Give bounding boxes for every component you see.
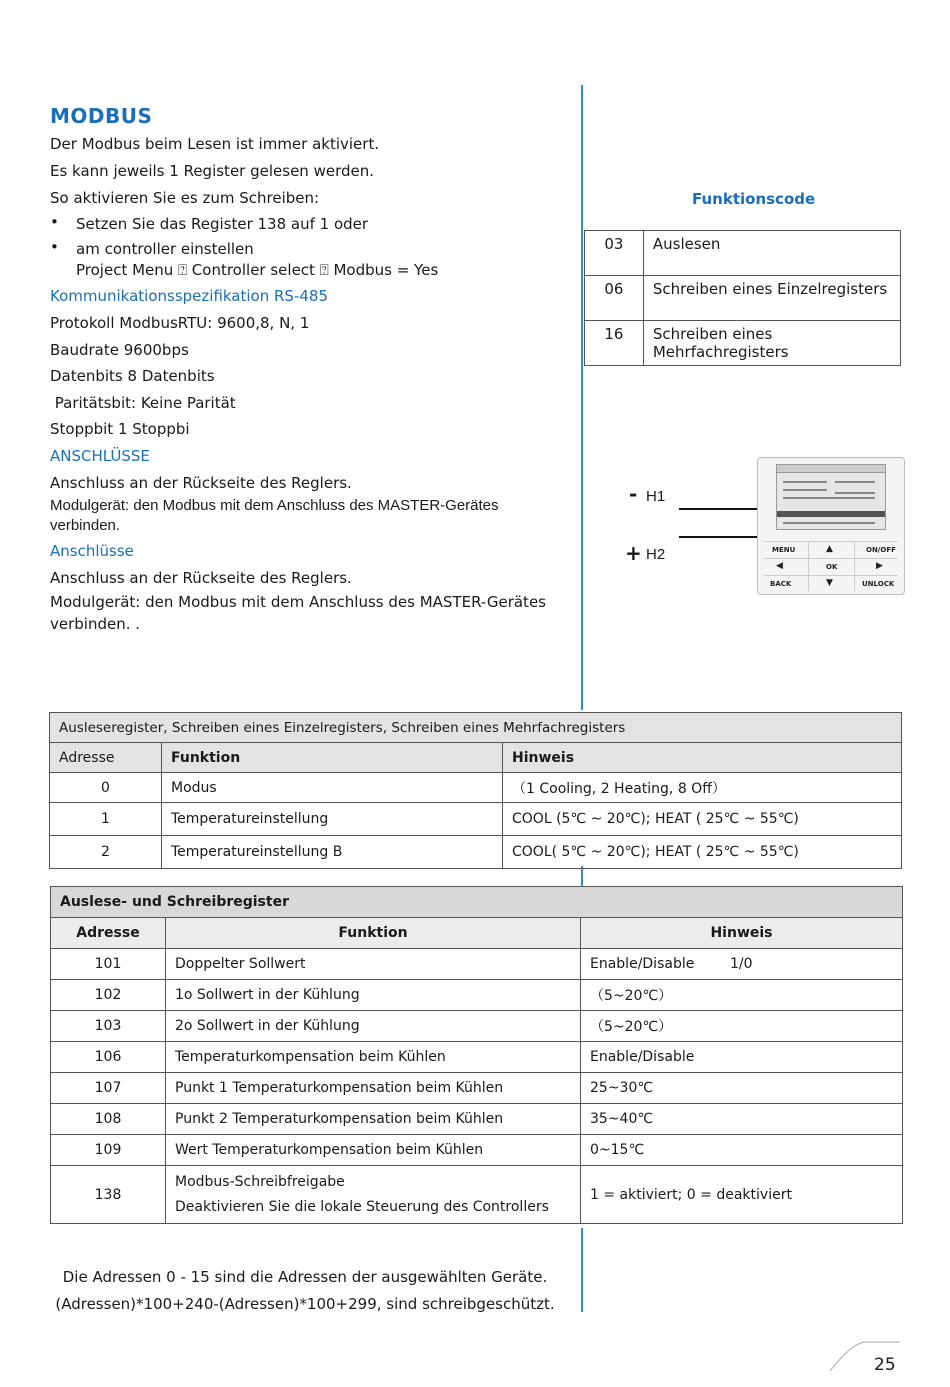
table-row xyxy=(585,276,901,321)
text-line: Es kann jeweils 1 Register gelesen werden. xyxy=(50,162,374,180)
spec-line: Stoppbit 1 Stoppbi xyxy=(50,420,190,438)
bullet-subline: Project Menu ⍰ Controller select ⍰ Modbus = Yes xyxy=(76,261,439,279)
cell: 106 xyxy=(51,1042,166,1073)
header-cell: Hinweis xyxy=(581,918,903,949)
footer-note: Die Adressen 0 - 15 sind die Adressen der ausgewählten Geräte. xyxy=(62,1268,548,1286)
table-row xyxy=(51,949,903,980)
register-table-read xyxy=(49,712,902,869)
spec-line: Protokoll ModbusRTU: 9600,8, N, 1 xyxy=(50,314,310,332)
controller-image xyxy=(757,457,905,595)
cell: 102 xyxy=(51,980,166,1011)
wire-h1 xyxy=(679,508,769,510)
cell: Punkt 1 Temperaturkompensation beim Kühlen xyxy=(166,1073,581,1104)
cell: 1o Sollwert in der Kühlung xyxy=(166,980,581,1011)
table-header-row xyxy=(50,743,902,773)
header-cell: Adresse xyxy=(51,918,166,949)
spec-line: Baudrate 9600bps xyxy=(50,341,189,359)
code-text-cell: Schreiben eines Mehrfachregisters xyxy=(643,321,900,366)
spec-line: Datenbits 8 Datenbits xyxy=(50,367,215,385)
menu-button: MENU xyxy=(772,546,796,554)
column-divider xyxy=(581,866,583,886)
cell: （1 Cooling, 2 Heating, 8 Off） xyxy=(503,773,902,803)
column-divider xyxy=(581,85,583,710)
cell-line: Modbus-Schreibfreigabe xyxy=(175,1174,345,1190)
up-arrow-icon: ▲ xyxy=(826,544,833,554)
table-row xyxy=(51,980,903,1011)
table-row xyxy=(51,1073,903,1104)
code-text-cell: Schreiben eines Einzelregisters xyxy=(643,276,900,321)
table-row xyxy=(585,231,901,276)
unlock-button: UNLOCK xyxy=(862,580,895,588)
cell: 1 xyxy=(50,803,162,836)
cell: Punkt 2 Temperaturkompensation beim Kühlen xyxy=(166,1104,581,1135)
page-title: MODBUS xyxy=(50,104,153,128)
column-divider xyxy=(581,1228,583,1312)
section-heading: Kommunikationsspezifikation RS-485 xyxy=(50,287,328,305)
cell: 138 xyxy=(51,1166,166,1224)
table-row xyxy=(585,321,901,366)
cell: COOL (5℃ ~ 20℃); HEAT ( 25℃ ~ 55℃) xyxy=(503,803,902,836)
wire-h2 xyxy=(679,536,769,538)
table-row xyxy=(51,1011,903,1042)
cell: 0~15℃ xyxy=(581,1135,903,1166)
table-row xyxy=(50,773,902,803)
cell: Temperatureinstellung xyxy=(162,803,503,836)
cell: 107 xyxy=(51,1073,166,1104)
cell: 0 xyxy=(50,773,162,803)
cell xyxy=(166,1166,581,1224)
onoff-button: ON/OFF xyxy=(866,546,896,554)
cell: 108 xyxy=(51,1104,166,1135)
table-row xyxy=(50,836,902,869)
code-text-cell: Auslesen xyxy=(643,231,900,276)
table-caption-row xyxy=(51,887,903,918)
spec-line: Paritätsbit: Keine Parität xyxy=(50,394,236,412)
header-cell: Hinweis xyxy=(503,743,902,773)
table-caption: Auslese- und Schreibregister xyxy=(51,887,903,918)
cell: （5~20℃） xyxy=(581,980,903,1011)
controller-screen xyxy=(776,464,886,530)
funktionscode-table xyxy=(584,230,901,366)
ok-button: OK xyxy=(826,563,838,571)
cell: COOL( 5℃ ~ 20℃); HEAT ( 25℃ ~ 55℃) xyxy=(503,836,902,869)
table-row xyxy=(51,1135,903,1166)
cell: Enable/Disable xyxy=(581,1042,903,1073)
funktionscode-title: Funktionscode xyxy=(692,190,816,208)
cell: Enable/Disable 1/0 xyxy=(581,949,903,980)
table-row xyxy=(51,1166,903,1224)
h2-label: H2 xyxy=(646,546,666,563)
cell: 103 xyxy=(51,1011,166,1042)
text-line: Anschluss an der Rückseite des Reglers. xyxy=(50,569,352,587)
bullet-item: am controller einstellen xyxy=(76,240,254,258)
cell: Temperatureinstellung B xyxy=(162,836,503,869)
code-cell: 03 xyxy=(585,231,644,276)
cell: Doppelter Sollwert xyxy=(166,949,581,980)
table-caption-row xyxy=(50,713,902,743)
cell-line: Deaktivieren Sie die lokale Steuerung des Controllers xyxy=(175,1199,549,1215)
cell: 25~30℃ xyxy=(581,1073,903,1104)
cell: Wert Temperaturkompensation beim Kühlen xyxy=(166,1135,581,1166)
cell: 2o Sollwert in der Kühlung xyxy=(166,1011,581,1042)
table-row xyxy=(51,1042,903,1073)
cell: Modus xyxy=(162,773,503,803)
bullet-dot-icon: • xyxy=(50,213,59,231)
down-arrow-icon: ▼ xyxy=(826,578,833,588)
page-number: 25 xyxy=(874,1355,896,1375)
h1-sign: - xyxy=(629,482,638,506)
h2-sign: + xyxy=(625,541,642,565)
text-line: Der Modbus beim Lesen ist immer aktiviert. xyxy=(50,135,380,153)
text-line: Modulgerät: den Modbus mit dem Anschluss des MASTER-Gerätes xyxy=(50,593,546,611)
cell: Temperaturkompensation beim Kühlen xyxy=(166,1042,581,1073)
bullet-item: Setzen Sie das Register 138 auf 1 oder xyxy=(76,215,369,233)
table-caption: Ausleseregister, Schreiben eines Einzelregisters, Schreiben eines Mehrfachregisters xyxy=(50,713,902,743)
back-button: BACK xyxy=(770,580,792,588)
text-paragraph: Modulgerät: den Modbus mit dem Anschluss des MASTER-Gerätes verbinden. xyxy=(50,497,499,534)
cell: 101 xyxy=(51,949,166,980)
header-cell: Adresse xyxy=(50,743,162,773)
bullet-dot-icon: • xyxy=(50,238,59,256)
cell: （5~20℃） xyxy=(581,1011,903,1042)
text-line: Anschluss an der Rückseite des Reglers. xyxy=(50,474,352,492)
code-cell: 06 xyxy=(585,276,644,321)
cell: 2 xyxy=(50,836,162,869)
text-line: So aktivieren Sie es zum Schreiben: xyxy=(50,189,320,207)
code-cell: 16 xyxy=(585,321,644,366)
section-heading: Anschlüsse xyxy=(50,542,134,560)
cell: 1 = aktiviert; 0 = deaktiviert xyxy=(581,1166,903,1224)
header-cell: Funktion xyxy=(166,918,581,949)
table-row xyxy=(51,1104,903,1135)
text-line: verbinden. . xyxy=(50,615,141,633)
table-row xyxy=(50,803,902,836)
cell: 35~40℃ xyxy=(581,1104,903,1135)
cell: 109 xyxy=(51,1135,166,1166)
section-heading: ANSCHLÜSSE xyxy=(50,447,150,465)
right-arrow-icon: ▶ xyxy=(876,561,883,571)
h1-label: H1 xyxy=(646,488,666,505)
left-arrow-icon: ◀ xyxy=(776,561,783,571)
header-cell: Funktion xyxy=(162,743,503,773)
register-table-readwrite xyxy=(50,886,903,1224)
table-header-row xyxy=(51,918,903,949)
footer-note: (Adressen)*100+240-(Adressen)*100+299, sind schreibgeschützt. xyxy=(55,1295,555,1313)
